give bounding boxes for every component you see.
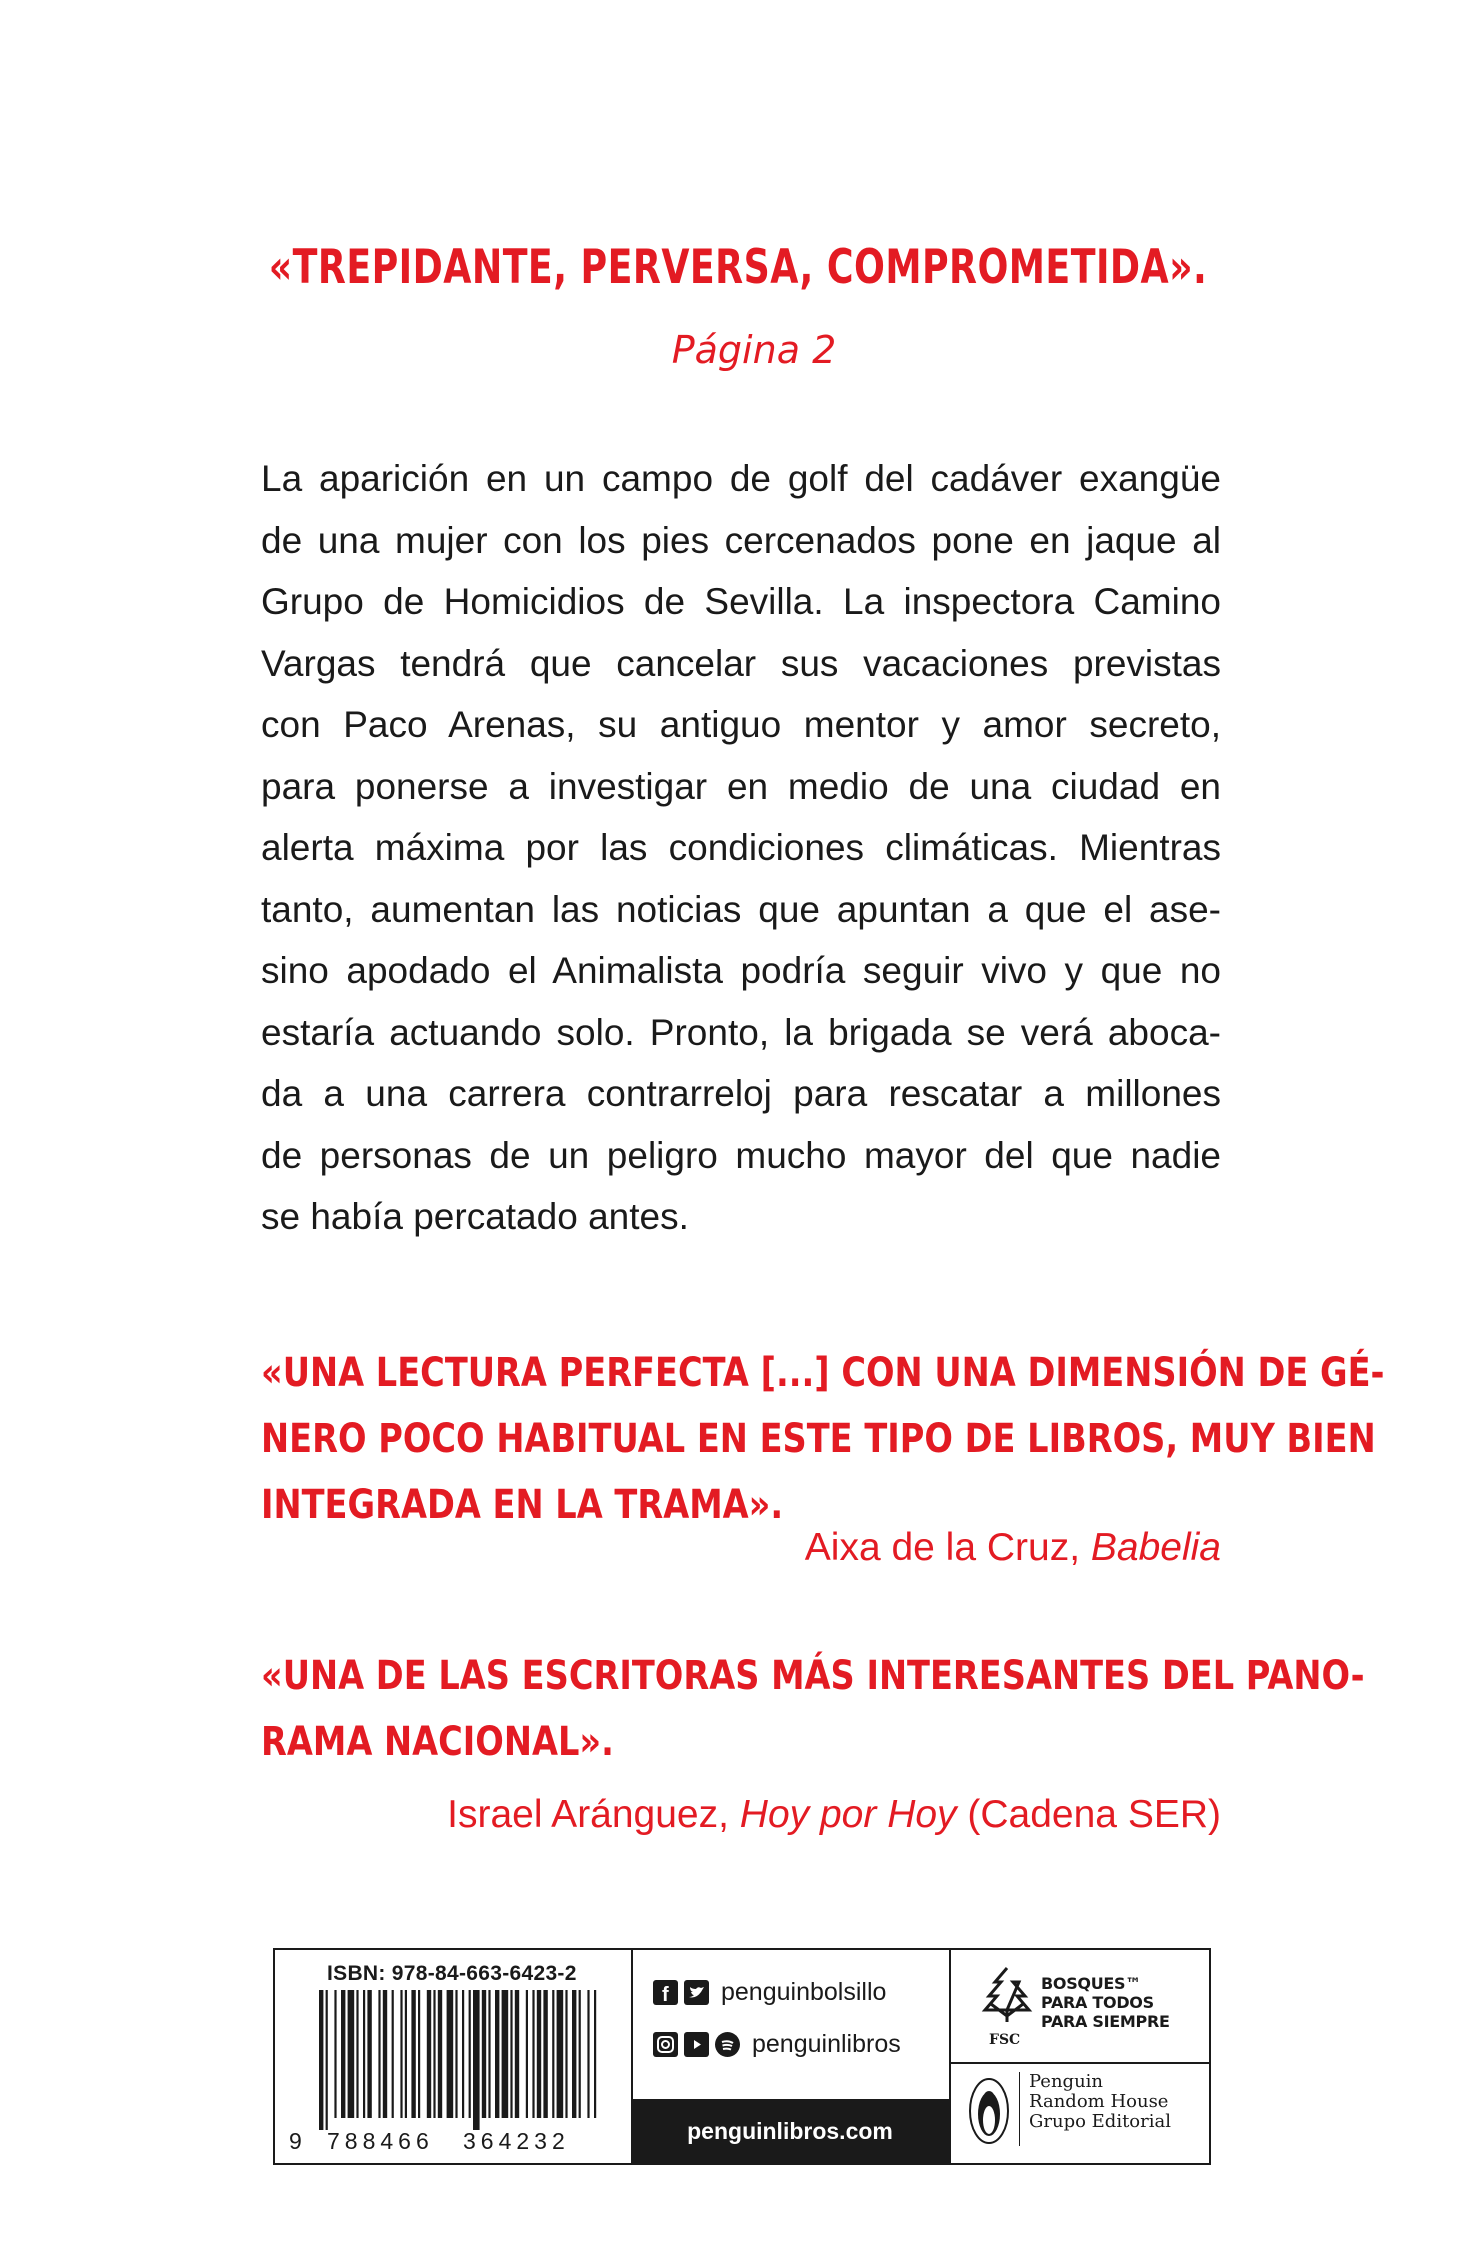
publisher-line-3: Grupo Editorial [1029,2111,1171,2132]
fsc-tagline-3: PARA SIEMPRE [1041,2012,1170,2031]
social-row-2 [653,2030,901,2059]
footer-box [273,1948,1211,2165]
barcode-bar [572,1990,576,2118]
synopsis-line: da a una carrera contrarreloj para rescatar a millones [261,1073,1221,1114]
fsc-tagline-1: BOSQUES™ [1041,1974,1141,1993]
synopsis-line: de una mujer con los pies cercenados pone en jaque al [261,519,1221,561]
penguin-logo [967,2076,1011,2146]
barcode-bar [341,1990,345,2118]
publisher-line-1: Penguin [1029,2071,1104,2092]
synopsis-line: Vargas tendrá que cancelar sus vacaciones previstas [261,642,1221,684]
barcode-bar [367,1990,371,2118]
barcode-bar [400,1990,402,2118]
review-quote-2 [261,1643,1365,1775]
barcode-bar [557,1990,564,2118]
barcode-bar [565,1990,567,2118]
barcode-bar [427,1990,431,2118]
isbn-text: ISBN: 978-84-663-6423-2 [327,1962,577,1985]
twitter-icon[interactable] [684,1980,709,2005]
barcode-icon [305,1990,605,2130]
barcode-bar [326,1990,328,2130]
facebook-icon[interactable] [653,1980,678,2005]
quote-1-line: NERO POCO HABITUAL EN ESTE TIPO DE LIBROS, MUY BIEN [261,1416,1376,1462]
barcode-bar [455,1990,457,2118]
publisher-line-2: Random House [1029,2091,1169,2112]
barcode-digit-lead: 9 [289,2128,307,2154]
quote-1-line: INTEGRADA EN LA TRAMA». [261,1482,784,1528]
social-handle-2[interactable]: penguinlibros [752,2030,901,2058]
barcode-bar [348,1990,355,2118]
barcode-bar [469,1990,471,2118]
spotify-icon[interactable] [715,2032,740,2057]
barcode-cell [275,1950,633,2163]
barcode-bar [587,1990,589,2118]
barcode-bar [438,1990,442,2118]
review-quote-1-attribution [805,1526,1221,1570]
barcode-bar [418,1990,420,2118]
header-quote-source: Página 2 [671,328,837,372]
synopsis-line: con Paco Arenas, su antiguo mentor y amor secreto, [261,704,1221,745]
barcode-bar [392,1990,394,2118]
quote-2-line: «UNA DE LAS ESCRITORAS MÁS INTERESANTES DEL PANO- [261,1653,1365,1699]
barcode-bar [502,1990,509,2118]
synopsis-line: para ponerse a investigar en medio de una ciudad en [261,765,1221,807]
synopsis-line: alerta máxima por las condiciones climáticas. Mientras [261,827,1221,868]
barcode-bar [482,1990,486,2118]
fsc-tree-logo [977,1964,1037,2028]
barcode-bar [319,1990,323,2130]
fsc-tagline-2: PARA TODOS [1041,1993,1154,2012]
barcode-bar [378,1990,380,2118]
barcode-digits-left: 788466 [327,2128,434,2154]
fsc-label: FSC [989,2032,1021,2048]
synopsis-line: La aparición en un campo de golf del cadáver exangüe [261,458,1221,499]
fsc-tagline [1041,1974,1170,2031]
barcode-digits-right: 364232 [463,2128,570,2154]
website-bar[interactable]: penguinlibros.com [631,2099,949,2163]
barcode-bar [543,1990,547,2118]
barcode-bar [462,1990,464,2118]
logo-cell [949,1950,1211,2163]
barcode-bar [447,1990,454,2118]
barcode-bar [383,1990,387,2118]
youtube-icon[interactable] [684,2032,709,2057]
quote-1-author: Aixa de la Cruz, [804,1526,1091,1569]
synopsis [261,448,1221,1248]
synopsis-line: sino apodado el Animalista podría seguir vivo y que no [261,950,1221,991]
synopsis-line: estaría actuando solo. Pronto, la brigada se verá aboca- [261,1011,1221,1053]
barcode-bar [334,1990,336,2118]
review-quote-1 [261,1340,1385,1538]
synopsis-line: Grupo de Homicidios de Sevilla. La inspectora Camino [261,581,1221,622]
barcode-bar [356,1990,358,2118]
quote-2-publication: Hoy por Hoy [739,1793,957,1836]
header-quote: «TREPIDANTE, PERVERSA, COMPROMETIDA». [268,240,1208,295]
quote-1-line: «UNA LECTURA PERFECTA [...] CON UNA DIMENSIÓN DE GÉ- [261,1350,1385,1396]
synopsis-line: tanto, aumentan las noticias que apuntan a que el ase- [261,888,1221,930]
barcode-bar [515,1990,519,2118]
barcode-bar [495,1990,499,2118]
synopsis-line: de personas de un peligro mucho mayor del que nadie [261,1134,1221,1176]
quote-1-publication: Babelia [1090,1526,1221,1569]
logo-divider [949,2062,1211,2064]
quote-2-author: Israel Aránguez, [447,1793,740,1836]
barcode-bar [532,1990,534,2118]
barcode-bar [552,1990,554,2118]
barcode-bar [405,1990,407,2118]
barcode-bar [473,1990,480,2130]
barcode-bar [363,1990,365,2118]
barcode-bar [411,1990,415,2118]
barcode-bar [510,1990,512,2118]
quote-2-line: RAMA NACIONAL». [261,1719,614,1765]
quote-2-suffix: (Cadena SER) [956,1793,1221,1836]
barcode-bar [526,1990,528,2118]
social-handle-1[interactable]: penguinbolsillo [721,1978,887,2006]
instagram-icon[interactable] [653,2032,678,2057]
publisher-name [1029,2072,1171,2132]
review-quote-2-attribution [447,1793,1221,1837]
svg-text:f: f [662,1984,669,2005]
prh-divider [1019,2072,1020,2146]
barcode-bar [488,1990,490,2118]
barcode-bar [594,1990,596,2118]
barcode-bar [433,1990,435,2118]
social-row-1 [653,1978,886,2007]
synopsis-line: se había percatado antes. [261,1196,689,1237]
barcode-bar [579,1990,581,2118]
social-cell [631,1950,951,2163]
barcode-bar [537,1990,541,2118]
